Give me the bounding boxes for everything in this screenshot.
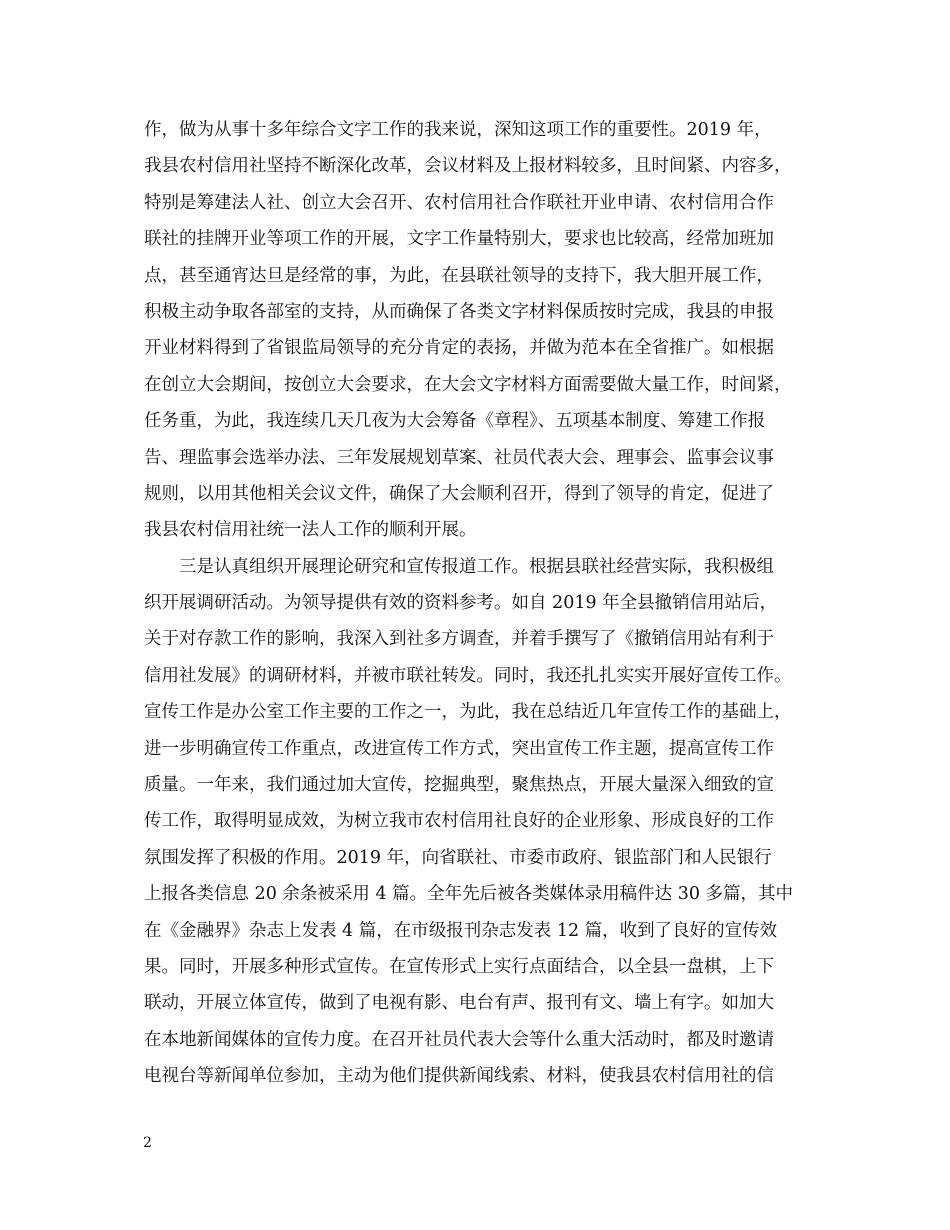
text-line: 作，做为从事十多年综合文字工作的我来说，深知这项工作的重要性。2019 年， xyxy=(144,120,772,140)
text-line: 传工作，取得明显成效，为树立我市农村信用社良好的企业形象、形成良好的工作 xyxy=(144,811,774,832)
text-line: 信用社发展》的调研材料，并被市联社转发。同时，我还扎扎实实开展好宣传工作。 xyxy=(144,665,792,686)
text-line: 开业材料得到了省银监局领导的充分肯定的表扬，并做为范本在全省推广。如根据 xyxy=(144,338,774,359)
text-line: 电视台等新闻单位参加，主动为他们提供新闻线索、材料，使我县农村信用社的信 xyxy=(144,1066,774,1087)
text-line: 在本地新闻媒体的宣传力度。在召开社员代表大会等什么重大活动时，都及时邀请 xyxy=(144,1029,774,1050)
text-line: 果。同时，开展多种形式宣传。在宣传形式上实行点面结合，以全县一盘棋，上下 xyxy=(144,956,774,977)
text-line: 关于对存款工作的影响，我深入到社多方调查，并着手撰写了《撤销信用站有利于 xyxy=(144,629,774,650)
body-text xyxy=(144,112,844,1095)
text-line: 氛围发挥了积极的作用。2019 年，向省联社、市委市政府、银监部门和人民银行 xyxy=(144,847,772,868)
text-line: 联动，开展立体宣传，做到了电视有影、电台有声、报刊有文、墙上有字。如加大 xyxy=(144,993,774,1014)
text-line: 特别是筹建法人社、创立大会召开、农村信用社合作联社开业申请、农村信用合作 xyxy=(144,192,774,213)
text-line: 宣传工作是办公室工作主要的工作之一，为此，我在总结近几年宣传工作的基础上， xyxy=(144,702,792,723)
text-line: 联社的挂牌开业等项工作的开展，文字工作量特别大，要求也比较高，经常加班加 xyxy=(144,229,774,250)
text-line: 积极主动争取各部室的支持，从而确保了各类文字材料保质按时完成，我县的申报 xyxy=(144,301,774,322)
text-line: 在创立大会期间，按创立大会要求，在大会文字材料方面需要做大量工作，时间紧， xyxy=(144,374,792,395)
text-line: 质量。一年来，我们通过加大宣传，挖掘典型，聚焦热点，开展大量深入细致的宣 xyxy=(144,775,774,796)
text-line: 点，甚至通宵达旦是经常的事，为此，在县联社领导的支持下，我大胆开展工作， xyxy=(144,265,774,286)
text-line: 上报各类信息 20 余条被采用 4 篇。全年先后被各类媒体录用稿件达 30 多篇，其中 xyxy=(144,884,794,905)
text-line: 进一步明确宣传工作重点，改进宣传工作方式，突出宣传工作主题，提高宣传工作 xyxy=(144,738,774,759)
text-line: 我县农村信用社坚持不断深化改革，会议材料及上报材料较多，且时间紧、内容多， xyxy=(144,156,792,177)
text-line: 在《金融界》杂志上发表 4 篇，在市级报刊杂志发表 12 篇，收到了良好的宣传效 xyxy=(144,920,778,941)
page-number: 2 xyxy=(143,1135,152,1151)
paragraph-start-line: 三是认真组织开展理论研究和宣传报道工作。根据县联社经营实际，我积极组 xyxy=(144,556,774,577)
text-line: 告、理监事会选举办法、三年发展规划草案、社员代表大会、理事会、监事会议事 xyxy=(144,447,774,468)
text-line: 织开展调研活动。为领导提供有效的资料参考。如自 2019 年全县撤销信用站后， xyxy=(144,593,778,614)
text-line: 规则，以用其他相关会议文件，确保了大会顺利召开，得到了领导的肯定，促进了 xyxy=(144,483,774,504)
text-line: 我县农村信用社统一法人工作的顺利开展。 xyxy=(144,520,477,541)
text-line: 任务重，为此，我连续几天几夜为大会筹备《章程》、五项基本制度、筹建工作报 xyxy=(144,411,766,432)
